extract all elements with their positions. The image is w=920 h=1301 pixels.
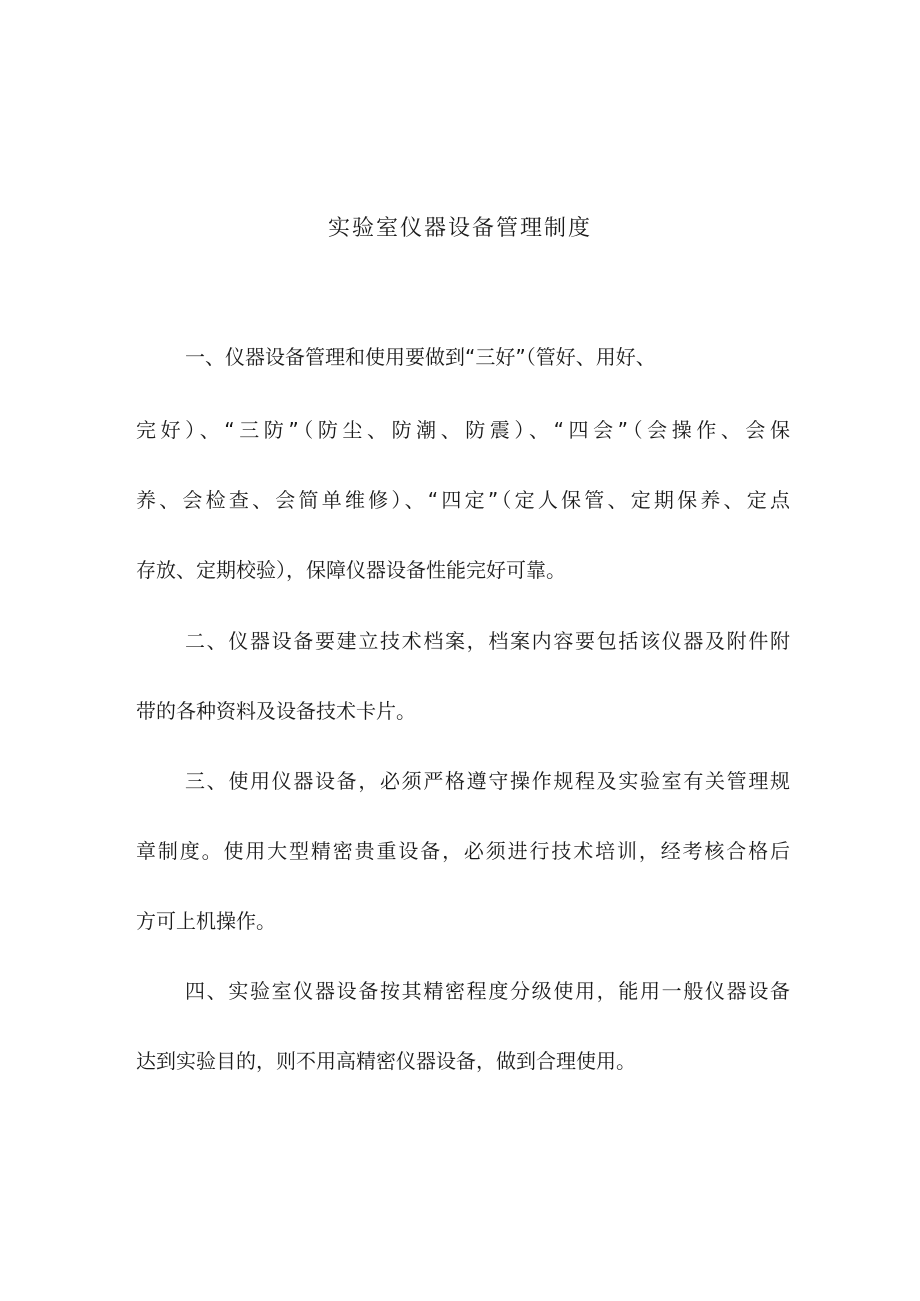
paragraph-line: 存放、定期校验），保障仪器设备性能完好可靠。 xyxy=(136,558,566,582)
paragraph-line: 二、仪器设备要建立技术档案，档案内容要包括该仪器及附件附 xyxy=(185,629,790,653)
paragraph-line: 四、实验室仪器设备按其精密程度分级使用，能用一般仪器设备 xyxy=(185,979,790,1003)
paragraph-line: 方可上机操作。 xyxy=(136,909,276,933)
paragraph-line: 三、使用仪器设备，必须严格遵守操作规程及实验室有关管理规 xyxy=(185,769,790,793)
paragraph-line: 完好）、“三防”（防尘、防潮、防震）、“四会”（会操作、会保 xyxy=(136,418,790,442)
paragraph-line: 带的各种资料及设备技术卡片。 xyxy=(136,699,416,723)
paragraph-line: 达到实验目的，则不用高精密仪器设备，做到合理使用。 xyxy=(136,1049,636,1073)
paragraph-line: 章制度。使用大型精密贵重设备，必须进行技术培训，经考核合格后 xyxy=(136,839,790,863)
document-title: 实验室仪器设备管理制度 xyxy=(327,216,592,241)
paragraph-line: 一、仪器设备管理和使用要做到“三好”（管好、用好、 xyxy=(185,345,656,369)
paragraph-line: 养、会检查、会简单维修）、“四定”（定人保管、定期保养、定点 xyxy=(136,488,790,512)
